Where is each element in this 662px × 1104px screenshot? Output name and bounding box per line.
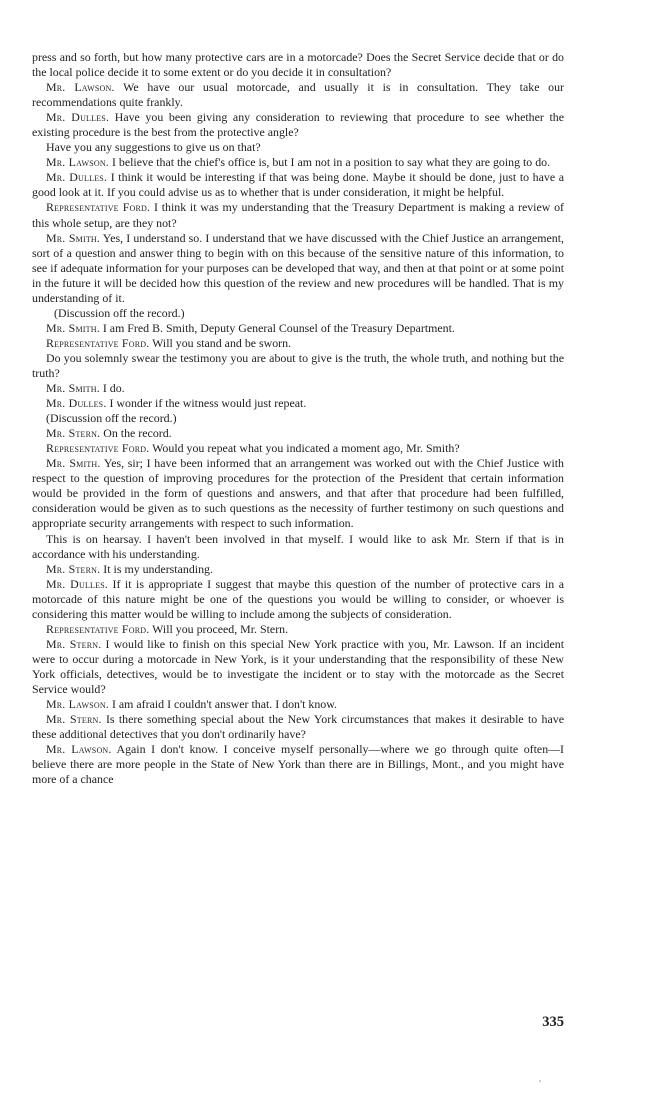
transcript-paragraph xyxy=(32,50,564,80)
paragraph-text: Have you been giving any consideration to reviewing that procedure to see whether the existing procedure is the best from the protective angle? xyxy=(32,110,564,140)
speaker-name: Mr. Smith. xyxy=(46,381,100,396)
paragraph-text: We have our usual motorcade, and usually it is in consultation. They take our recommendations quite frankly. xyxy=(32,80,564,110)
transcript-paragraph xyxy=(32,170,564,200)
speaker-name: Representative Ford. xyxy=(46,441,150,456)
transcript-paragraph xyxy=(32,426,564,441)
speaker-name: Mr. Stern. xyxy=(46,426,101,441)
speaker-name: Mr. Dulles. xyxy=(46,170,108,185)
transcript-paragraph xyxy=(32,351,564,381)
speaker-name: Mr. Smith. xyxy=(46,456,101,471)
transcript-paragraph xyxy=(32,441,564,456)
transcript-paragraph xyxy=(32,562,564,577)
transcript-body xyxy=(32,50,564,787)
transcript-paragraph xyxy=(32,577,564,622)
transcript-paragraph xyxy=(32,140,564,155)
paragraph-text: Have you any suggestions to give us on that? xyxy=(46,140,261,155)
transcript-paragraph xyxy=(32,697,564,712)
speaker-name: Mr. Dulles. xyxy=(46,396,107,411)
paragraph-text: I do. xyxy=(99,381,125,396)
paragraph-text: I think it was my understanding that the Treasury Department is making a review of this whole setup, are they not? xyxy=(32,200,565,230)
speaker-name: Representative Ford. xyxy=(46,335,150,350)
paragraph-text: (Discussion off the record.) xyxy=(54,305,185,320)
paragraph-text: Will you proceed, Mr. Stern. xyxy=(149,621,289,636)
off-record-note xyxy=(32,411,564,426)
paragraph-text: On the record. xyxy=(100,426,172,441)
transcript-paragraph xyxy=(32,396,564,411)
paragraph-text: Is there something special about the New York circumstances that makes it desirable to have these additional detectives that you don't ordinarily have? xyxy=(32,712,564,742)
paragraph-text: press and so forth, but how many protective cars are in a motorcade? Does the Secret Service decide that or do the local police decide it to some extent or do you decide it in consultation? xyxy=(32,50,564,80)
speaker-name: Mr. Lawson. xyxy=(46,697,109,712)
transcript-paragraph xyxy=(32,456,564,531)
speaker-name: Mr. Lawson. xyxy=(46,155,109,170)
speaker-name: Mr. Dulles. xyxy=(46,576,109,591)
page-number: 335 xyxy=(542,1014,564,1030)
paragraph-text: If it is appropriate I suggest that maybe this question of the number of protective cars in a motorcade of this nature might be one of the questions you would be willing to consider, or whoever is considering this matter would be willing to include among the subjects of consideration. xyxy=(32,576,564,621)
scan-speck xyxy=(539,1080,541,1082)
off-record-note xyxy=(32,306,564,321)
transcript-paragraph xyxy=(32,381,564,396)
speaker-name: Mr. Dulles. xyxy=(46,110,110,125)
transcript-paragraph xyxy=(32,200,564,230)
paragraph-text: Do you solemnly swear the testimony you are about to give is the truth, the whole truth, and nothing but the truth? xyxy=(32,350,564,380)
paragraph-text: I think it would be interesting if that was being done. Maybe it should be done, just to have a good look at it. If you could advise us as to whether that is under consideration, it might be helpful. xyxy=(32,170,564,200)
speaker-name: Mr. Lawson. xyxy=(46,742,112,757)
transcript-paragraph xyxy=(32,155,564,170)
paragraph-text: I am afraid I couldn't answer that. I don't know. xyxy=(108,697,338,712)
paragraph-text: Will you stand and be sworn. xyxy=(149,335,292,350)
speaker-name: Mr. Stern. xyxy=(46,712,102,727)
paragraph-text: I believe that the chief's office is, but I am not in a position to say what they are going to do. xyxy=(108,155,551,170)
paragraph-text: It is my understanding. xyxy=(100,561,213,576)
speaker-name: Representative Ford. xyxy=(46,621,150,636)
transcript-paragraph xyxy=(32,321,564,336)
speaker-name: Mr. Lawson. xyxy=(46,80,115,95)
paragraph-text: I wonder if the witness would just repeat. xyxy=(106,396,307,411)
paragraph-text: I am Fred B. Smith, Deputy General Counsel of the Treasury Department. xyxy=(99,320,455,335)
paragraph-text: I would like to finish on this special New York practice with you, Mr. Lawson. If an incident were to occur during a motorcade in New York, is it your understanding that the responsibility of these New York officials, detectives, would be to investigate the incident or to stay with the motorcade as the Secret Service would? xyxy=(32,636,564,696)
transcript-paragraph xyxy=(32,622,564,637)
paragraph-text: This is on hearsay. I haven't been involved in that myself. I would like to ask Mr. Stern if that is in accordance with his understanding. xyxy=(32,531,564,561)
speaker-name: Mr. Smith. xyxy=(46,230,101,245)
transcript-paragraph xyxy=(32,532,564,562)
transcript-paragraph xyxy=(32,336,564,351)
paragraph-text: Yes, sir; I have been informed that an arrangement was worked out with the Chief Justice with respect to the question of improving procedures for the protection of the President that certain information would be provided in the form of questions and answers, and that after that procedure had been fulfilled, consideration would be given as to such questions as the necessity of further testimony on such questions and appropriate security arrangements with respect to such information. xyxy=(32,456,564,531)
transcript-paragraph xyxy=(32,110,564,140)
speaker-name: Mr. Smith. xyxy=(46,320,100,335)
transcript-paragraph xyxy=(32,712,564,742)
speaker-name: Representative Ford. xyxy=(46,200,151,215)
transcript-paragraph xyxy=(32,742,564,787)
transcript-paragraph xyxy=(32,637,564,697)
paragraph-text: (Discussion off the record.) xyxy=(46,411,177,426)
paragraph-text: Again I don't know. I conceive myself personally—where we go through quite often—I believe there are more people in the State of New York than there are in Billings, Mont., and you might have more of a chance xyxy=(32,742,564,787)
speaker-name: Mr. Stern. xyxy=(46,636,102,651)
paragraph-text: Yes, I understand so. I understand that we have discussed with the Chief Justice an arrangement, sort of a question and answer thing to begin with on this because of the sensitive nature of this information, to see if adequate information for your purposes can be developed that way, and then at that point or at some point in the future it will be decided how this question of the review and new procedures will be handled. That is my understanding of it. xyxy=(32,230,565,305)
transcript-paragraph xyxy=(32,231,564,306)
speaker-name: Mr. Stern. xyxy=(46,561,101,576)
transcript-paragraph xyxy=(32,80,564,110)
paragraph-text: Would you repeat what you indicated a moment ago, Mr. Smith? xyxy=(149,441,460,456)
